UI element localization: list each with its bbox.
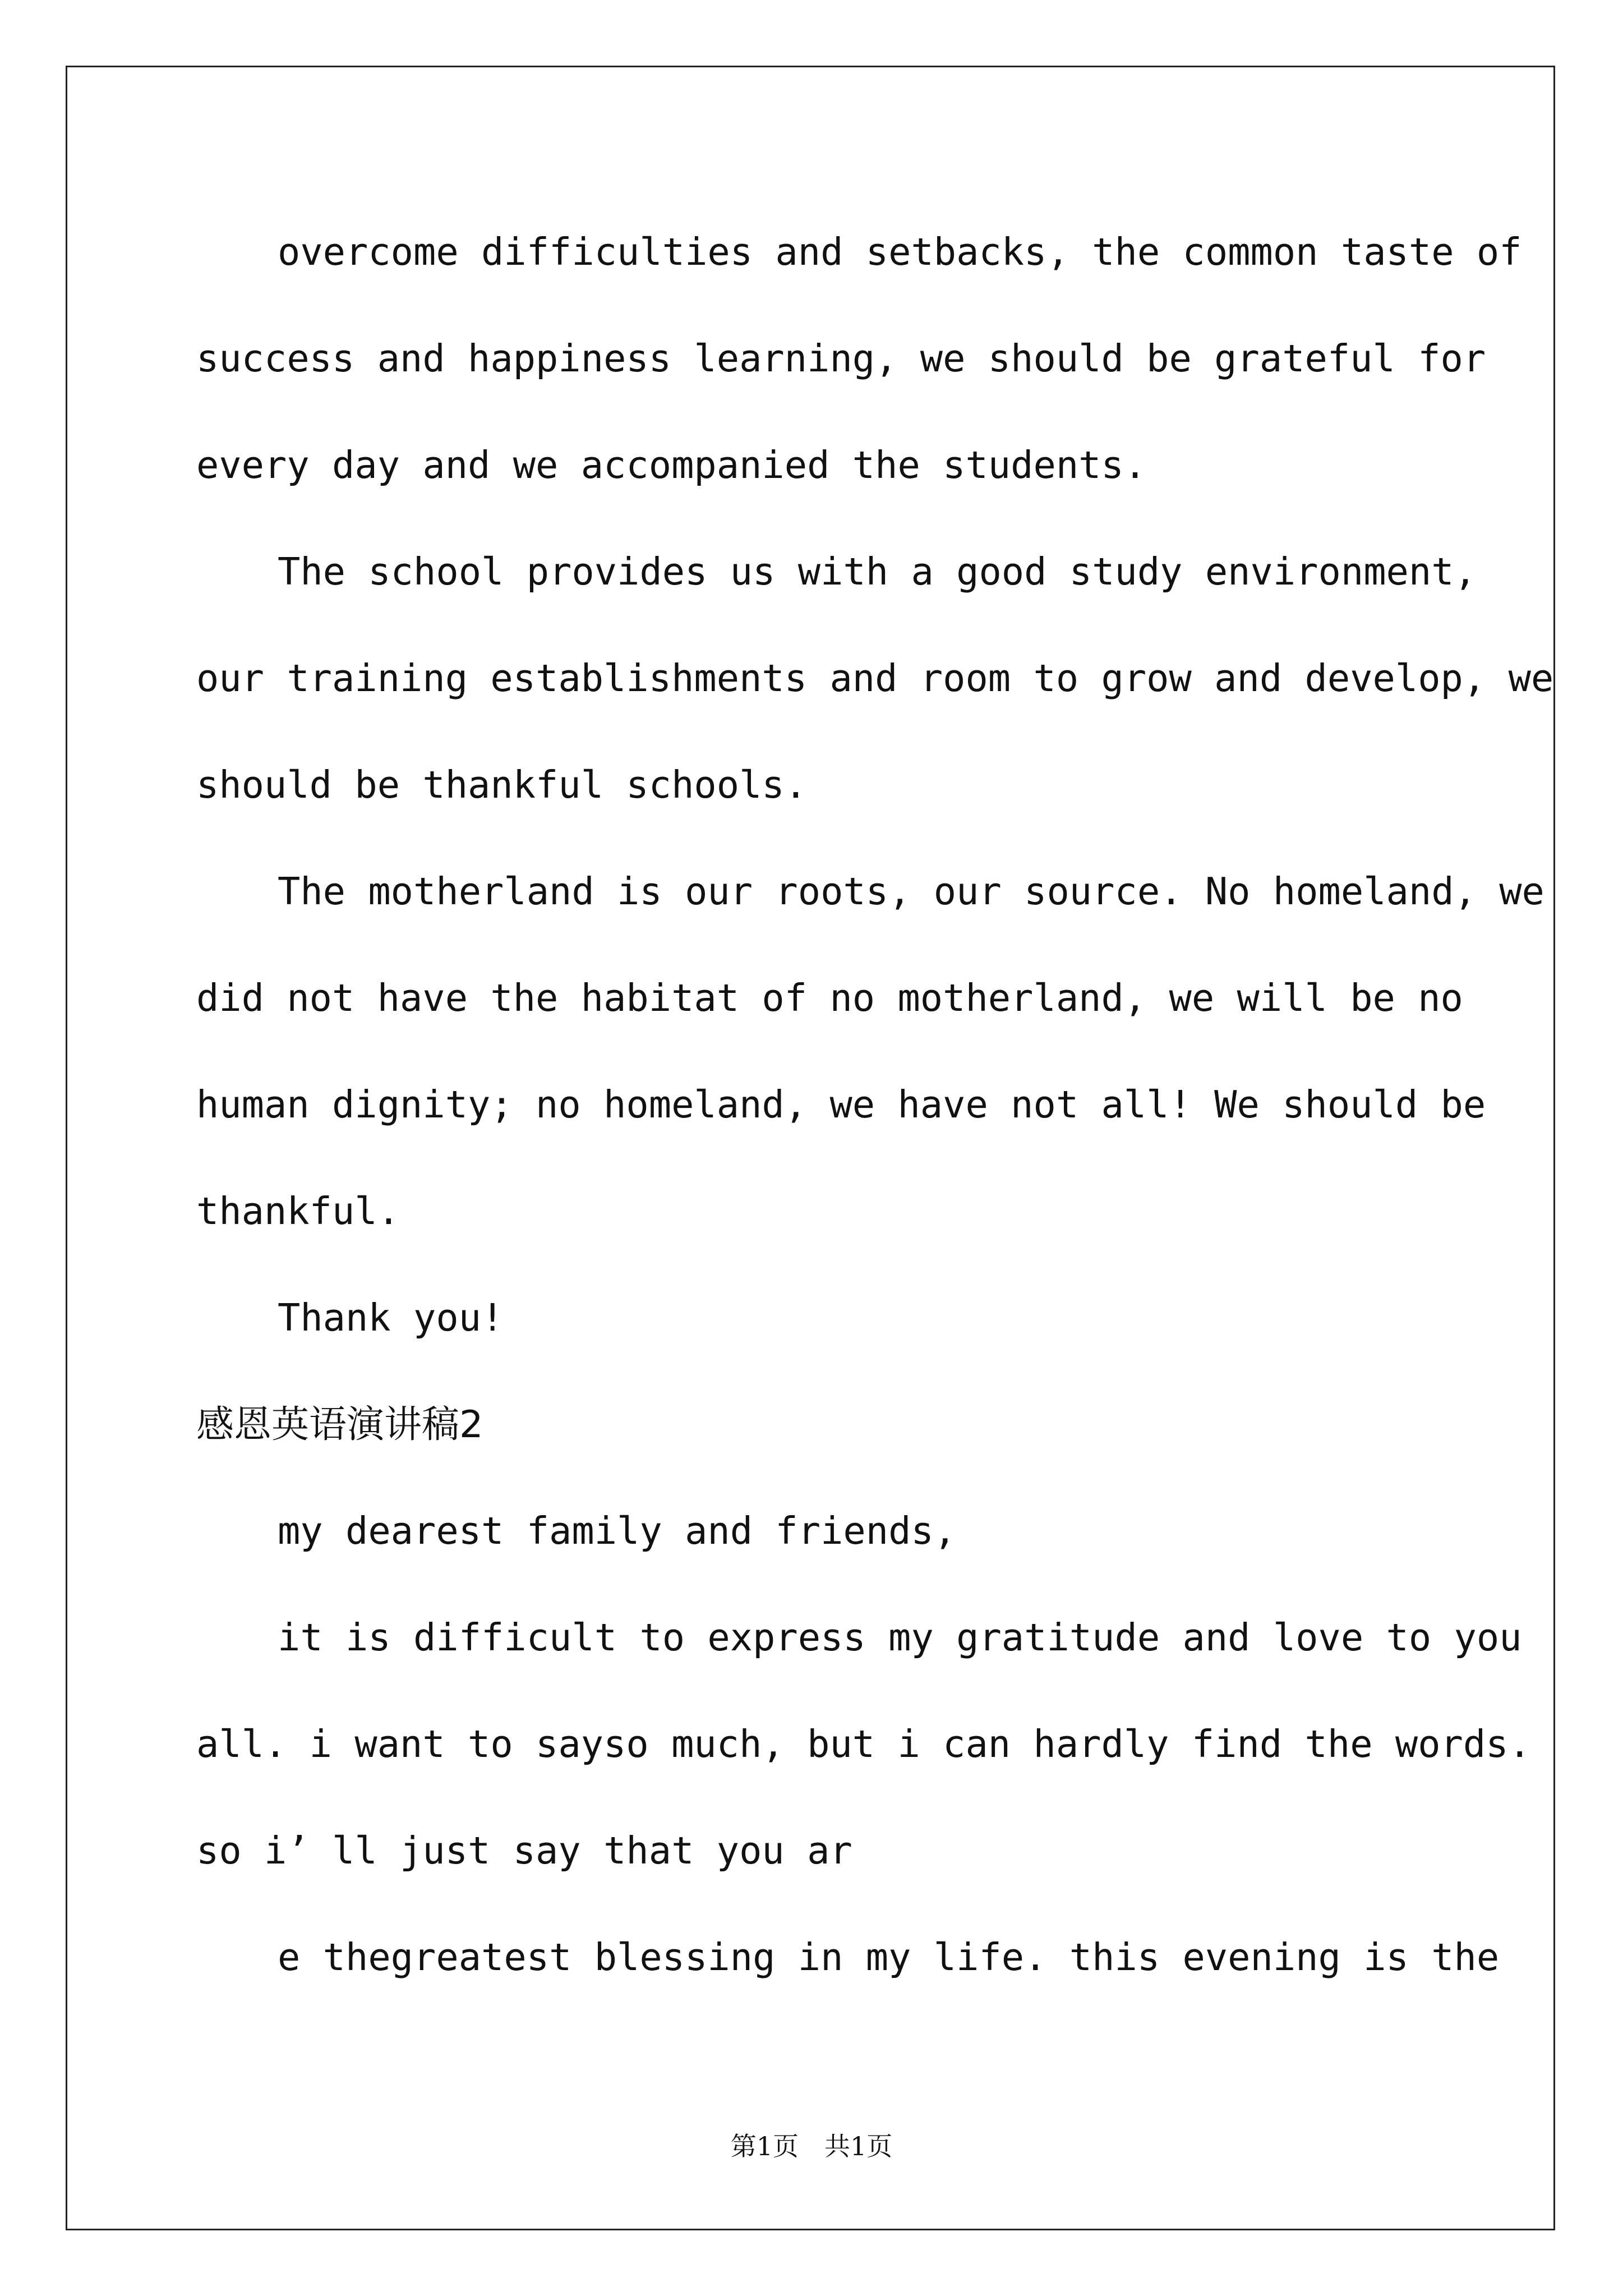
document-body xyxy=(196,222,1554,2033)
paragraph-line: thankful. xyxy=(196,1189,400,1233)
paragraph-line: e thegreatest blessing in my life. this evening is the xyxy=(278,1935,1500,1979)
paragraph-line: human dignity; no homeland, we have not all! We should be xyxy=(196,1083,1486,1126)
paragraph-line: success and happiness learning, we should be grateful for xyxy=(196,337,1486,380)
section-heading: 感恩英语演讲稿2 xyxy=(196,1402,483,1446)
paragraph-line: The school provides us with a good study environment, xyxy=(278,550,1477,593)
paragraph-line: my dearest family and friends, xyxy=(278,1509,957,1553)
paragraph-line: it is difficult to express my gratitude and love to you xyxy=(278,1616,1522,1659)
paragraph-line: every day and we accompanied the students. xyxy=(196,443,1147,487)
paragraph-line: so i’ ll just say that you ar xyxy=(196,1829,852,1872)
paragraph-line: The motherland is our roots, our source. No homeland, we xyxy=(278,869,1544,913)
paragraph-line: did not have the habitat of no motherland, we will be no xyxy=(196,976,1463,1020)
page-footer: 第1页 共1页 xyxy=(730,2131,893,2161)
paragraph-line: should be thankful schools. xyxy=(196,763,808,807)
paragraph-line: all. i want to sayso much, but i can hardly find the words. xyxy=(196,1722,1531,1766)
paragraph-line: our training establishments and room to grow and develop, we xyxy=(196,656,1554,700)
paragraph-line: Thank you! xyxy=(278,1296,504,1340)
paragraph-line: overcome difficulties and setbacks, the common taste of xyxy=(278,230,1522,274)
